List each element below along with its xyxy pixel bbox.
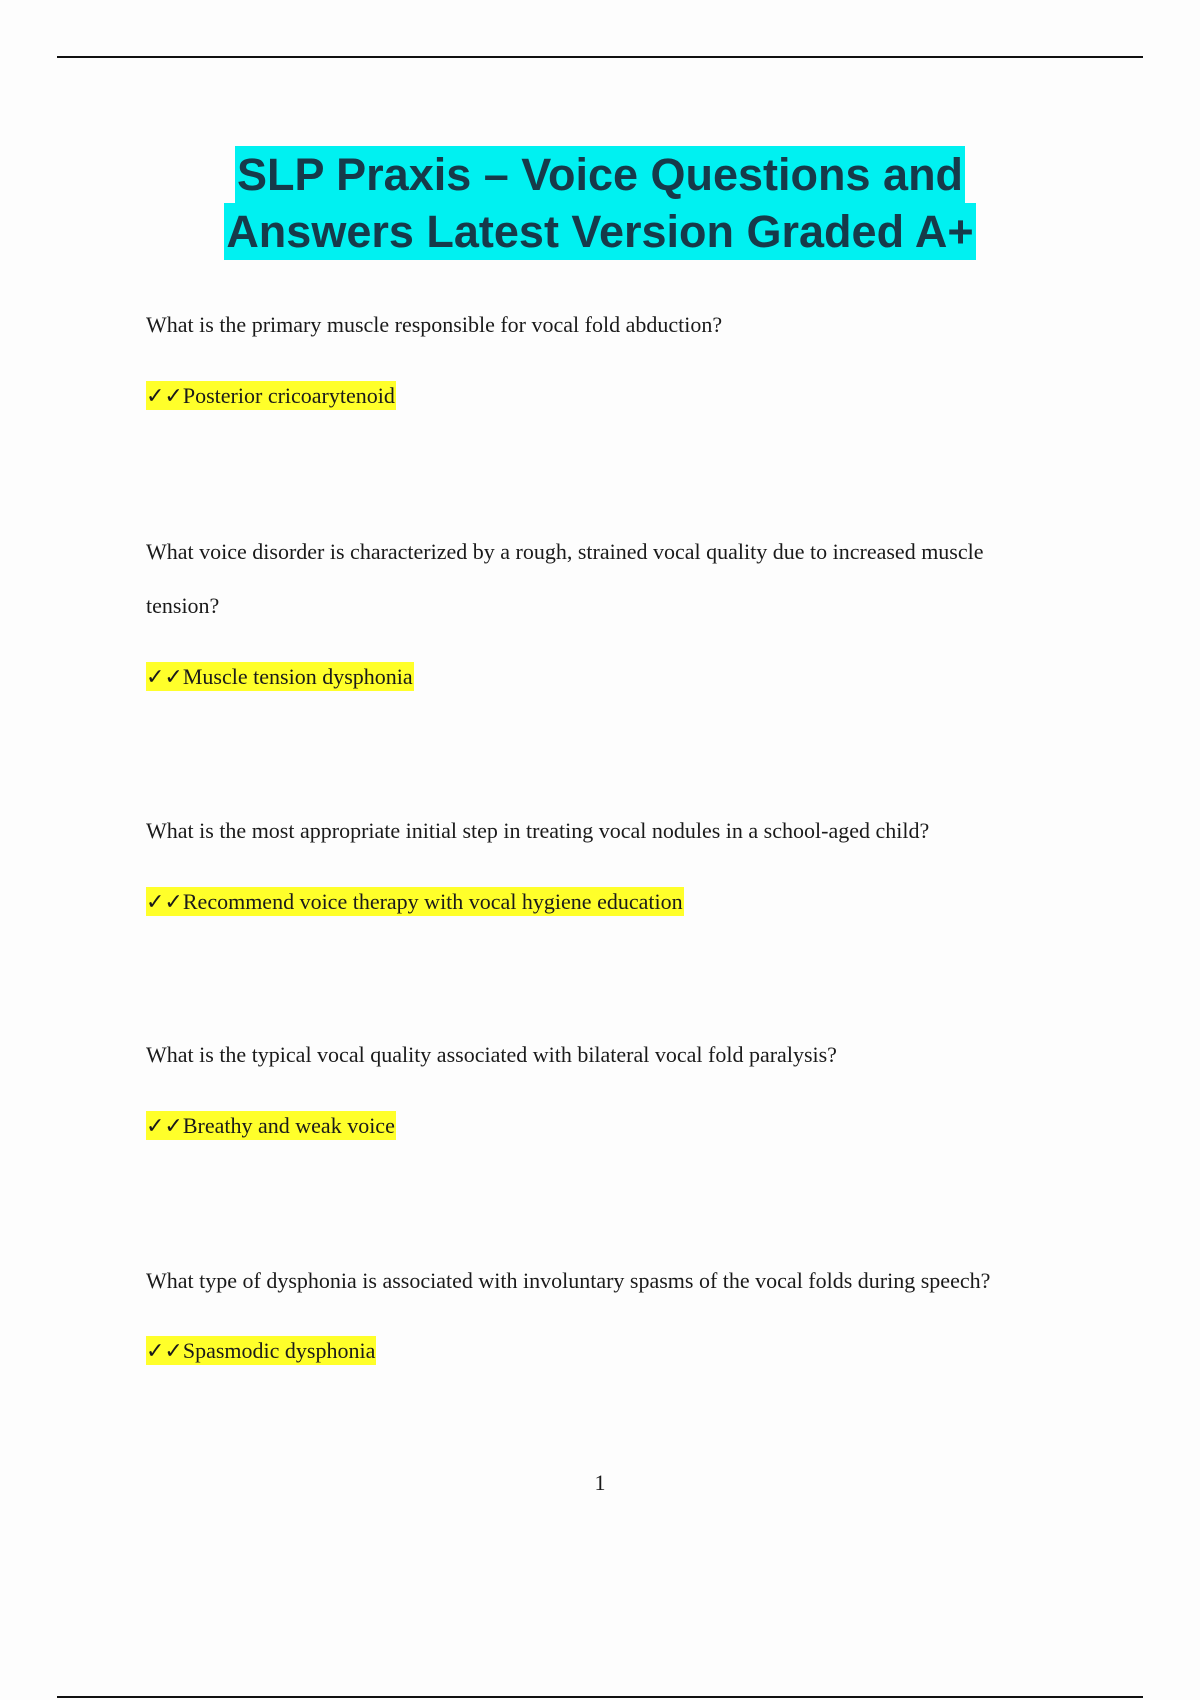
title-line-2: Answers Latest Version Graded A+ <box>224 203 975 260</box>
check-mark-icon: ✓✓ <box>146 665 183 690</box>
title-line-1: SLP Praxis – Voice Questions and <box>235 146 965 203</box>
answer-highlight-1 <box>146 381 396 410</box>
qa-item-4 <box>146 1028 1086 1139</box>
answer-text-4: Breathy and weak voice <box>182 1113 395 1138</box>
page-number: 1 <box>594 1470 606 1495</box>
question-4: What is the typical vocal quality associated with bilateral vocal fold paralysis? <box>146 1042 837 1067</box>
answer-text-2: Muscle tension dysphonia <box>182 664 413 689</box>
qa-item-1 <box>146 298 1086 409</box>
answer-highlight-3 <box>146 887 684 916</box>
qa-item-2 <box>146 525 1086 690</box>
answer-3 <box>146 885 684 920</box>
question-2-line-2: tension? <box>146 593 220 618</box>
answer-text-5: Spasmodic dysphonia <box>182 1338 376 1363</box>
check-mark-icon: ✓✓ <box>146 1339 183 1364</box>
top-rule <box>57 56 1143 58</box>
qa-item-3 <box>146 804 1086 915</box>
answer-highlight-5 <box>146 1336 376 1365</box>
qa-item-5 <box>146 1254 1086 1364</box>
answer-5 <box>146 1334 376 1369</box>
check-mark-icon: ✓✓ <box>146 384 183 409</box>
answer-text-1: Posterior cricoarytenoid <box>182 383 395 408</box>
answer-highlight-2 <box>146 662 414 691</box>
question-2-line-1: What voice disorder is characterized by a rough, strained vocal quality due to increased muscle <box>146 539 984 564</box>
question-3: What is the most appropriate initial step in treating vocal nodules in a school-aged child? <box>146 818 930 843</box>
answer-1 <box>146 379 396 414</box>
answer-highlight-4 <box>146 1111 396 1140</box>
check-mark-icon: ✓✓ <box>146 890 183 915</box>
answer-2 <box>146 660 414 695</box>
document-title <box>0 146 1200 260</box>
question-1: What is the primary muscle responsible for vocal fold abduction? <box>146 312 723 337</box>
answer-text-3: Recommend voice therapy with vocal hygiene education <box>182 889 683 914</box>
question-5: What type of dysphonia is associated with involuntary spasms of the vocal folds during speech? <box>146 1268 991 1293</box>
check-mark-icon: ✓✓ <box>146 1114 183 1139</box>
answer-4 <box>146 1109 396 1144</box>
bottom-rule <box>57 1696 1143 1698</box>
